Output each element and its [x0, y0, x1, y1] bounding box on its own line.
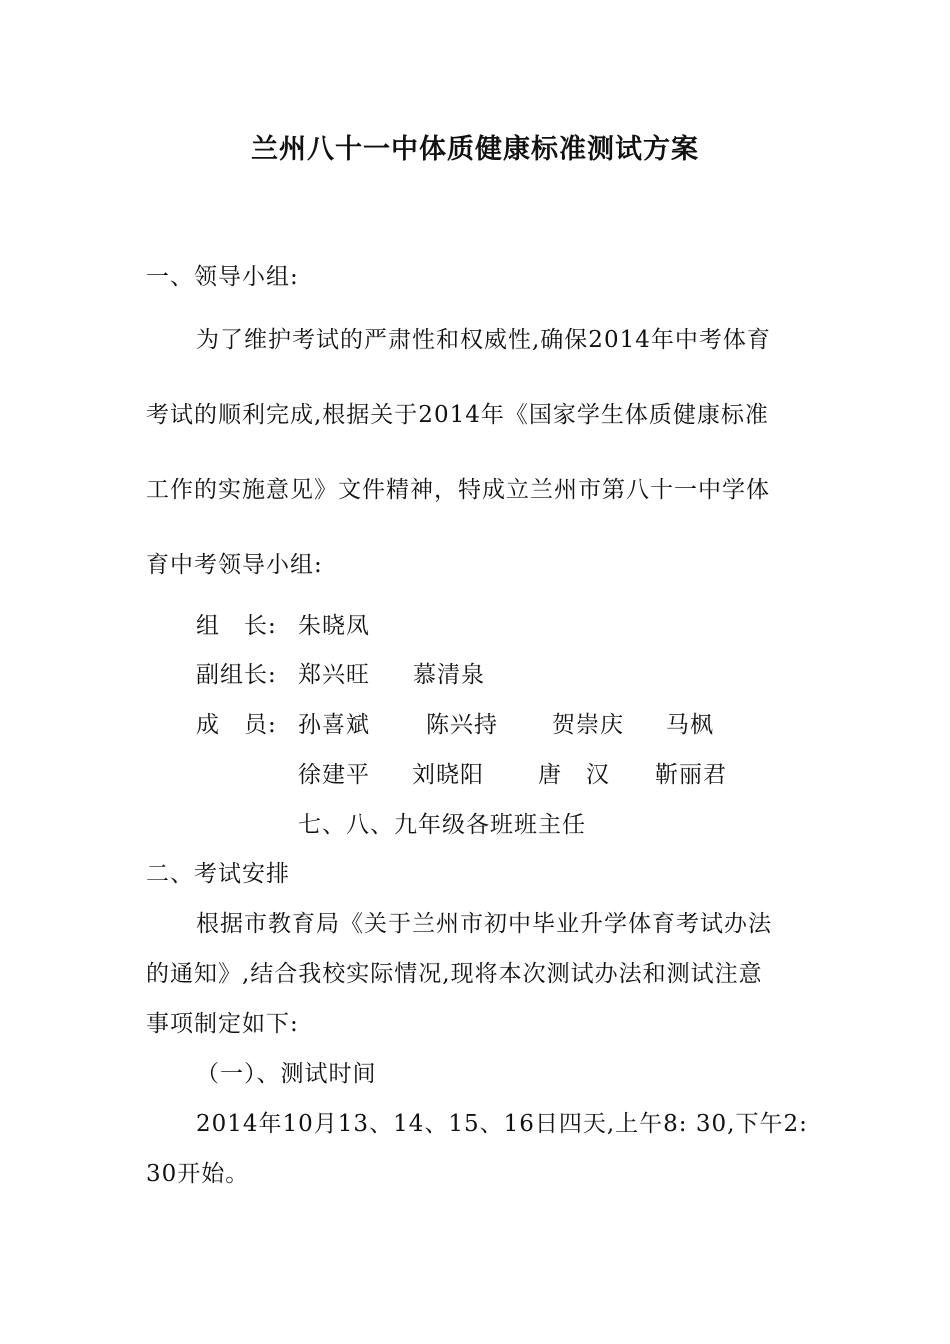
member-name: 靳丽君: [655, 762, 727, 788]
member-name: 陈兴持: [426, 712, 498, 738]
vice-leader-name: 郑兴旺: [298, 662, 370, 688]
paragraph-line: 事项制定如下:: [146, 1011, 299, 1037]
paragraph-line: 的通知》,结合我校实际情况,现将本次测试办法和测试注意: [146, 961, 763, 987]
member-name: 马枫: [666, 712, 714, 738]
paragraph-line: 2014年10月13、14、15、16日四天,上午8: 30,下午2:: [196, 1111, 808, 1137]
paragraph-line: 考试的顺利完成,根据关于2014年《国家学生体质健康标准: [146, 402, 769, 428]
paragraph-line: 育中考领导小组:: [146, 552, 323, 578]
members-row: [298, 758, 818, 792]
document-title: 兰州八十一中体质健康标准测试方案: [251, 134, 699, 165]
members-note: 七、八、九年级各班班主任: [298, 812, 586, 838]
subsection-heading-test-time: （一）、测试时间: [196, 1061, 377, 1087]
members-row: [196, 708, 796, 742]
vice-leader-name: 慕清泉: [413, 662, 485, 688]
paragraph-line: 工作的实施意见》文件精神，特成立兰州市第八十一中学体: [146, 477, 770, 503]
vice-leader-label: 副组长:: [196, 662, 277, 688]
paragraph-line: 30开始。: [146, 1161, 250, 1187]
members-label: 成 员:: [196, 712, 277, 738]
member-name: 刘晓阳: [412, 762, 484, 788]
member-name: 贺崇庆: [552, 712, 624, 738]
member-name: 唐 汉: [538, 762, 610, 788]
leader-name: 朱晓凤: [298, 613, 370, 639]
paragraph-line: 根据市教育局《关于兰州市初中毕业升学体育考试办法: [196, 911, 772, 937]
vice-leader-row: [196, 658, 796, 692]
member-name: 徐建平: [298, 762, 370, 788]
section-heading-leadership: 一、领导小组:: [146, 264, 299, 290]
leader-row: [196, 609, 796, 643]
member-name: 孙喜斌: [298, 712, 370, 738]
section-heading-exam-arrangement: 二、考试安排: [146, 861, 290, 887]
paragraph-line: 为了维护考试的严肃性和权威性,确保2014年中考体育: [196, 327, 771, 353]
leader-label: 组 长:: [196, 613, 277, 639]
